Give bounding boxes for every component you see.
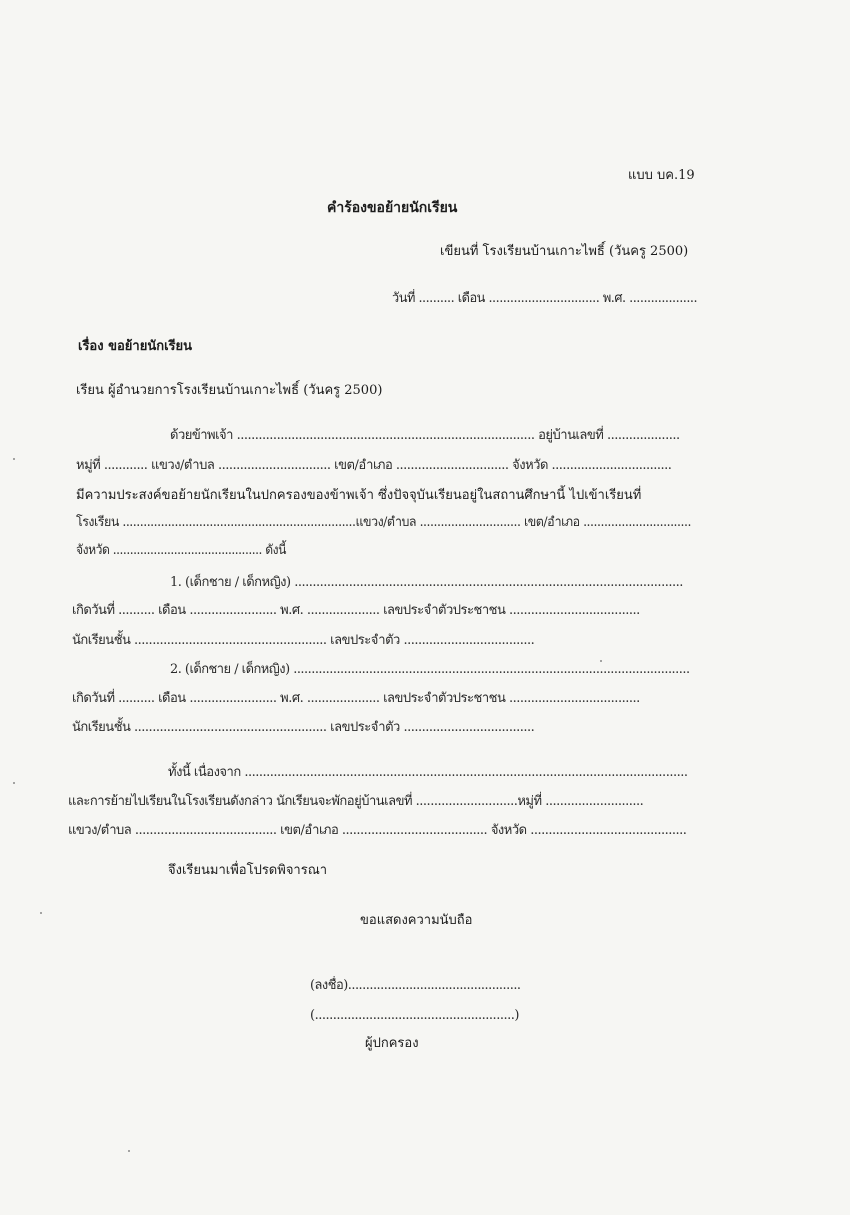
student-2-name-line: 2. (เด็กชาย / เด็กหญิง) .............................................................................................................. [170,662,690,677]
intent-line: มีความประสงค์ขอย้ายนักเรียนในปกครองของข้าพเจ้า ซึ่งปัจจุบันเรียนอยู่ในสถานศึกษานี้ ไปเข้าเรียนที่ [76,488,642,503]
written-at: เขียนที่ โรงเรียนบ้านเกาะไพธิ์ (วันครู 2500) [440,244,689,259]
subject-line: เรื่อง ขอย้ายนักเรียน [78,339,193,354]
closing-line: ขอแสดงความนับถือ [360,913,473,928]
student-1-birth-line: เกิดวันที่ .......... เดือน ........................ พ.ศ. .................... เลขประจำตัวประชาชน .................................... [72,603,640,618]
student-2-birth-line: เกิดวันที่ .......... เดือน ........................ พ.ศ. .................... เลขประจำตัวประชาชน .................................... [72,691,640,706]
applicant-address-line: หมู่ที่ ............ แขวง/ตำบล ............................... เขต/อำเภอ ............................... จังหวัด ................................. [76,458,672,473]
scan-speck [13,458,15,460]
new-address-line: แขวง/ตำบล ....................................... เขต/อำเภอ ........................................ จังหวัด ........................................... [68,823,687,838]
signer-role: ผู้ปกครอง [365,1036,419,1051]
reason-line: ทั้งนี้ เนื่องจาก .......................................................................................................................... [168,765,688,780]
destination-school-line: โรงเรียน ...................................................................แขวง/ตำบล ............................. เขต/อำเภอ ............................... [76,515,691,530]
student-2-class-line: นักเรียนชั้น ..................................................... เลขประจำตัว .................................... [72,720,535,735]
destination-province-line: จังหวัด ............................................ ดังนี้ [76,543,286,558]
signature-line: (ลงชื่อ)................................................ [310,978,521,993]
date-line: วันที่ .......... เดือน ............................... พ.ศ. ................... [392,291,698,306]
student-1-class-line: นักเรียนชั้น ..................................................... เลขประจำตัว .................................... [72,633,535,648]
new-residence-line: และการย้ายไปเรียนในโรงเรียนดังกล่าว นักเรียนจะพักอยู่บ้านเลขที่ ............................หมู่ที่ ........................... [68,794,644,809]
student-1-name-line: 1. (เด็กชาย / เด็กหญิง) ........................................................................................................... [170,575,683,590]
request-line: จึงเรียนมาเพื่อโปรดพิจารณา [168,863,328,878]
printed-name-line: (.......................................................) [310,1008,519,1023]
scan-speck [128,1150,130,1152]
scan-speck [40,912,42,914]
form-code: แบบ บค.19 [628,168,695,183]
recipient-line: เรียน ผู้อำนวยการโรงเรียนบ้านเกาะไพธิ์ (วันครู 2500) [76,383,383,398]
scan-speck [13,782,15,784]
scan-speck [600,660,602,662]
form-title: คำร้องขอย้ายนักเรียน [327,200,458,216]
applicant-line: ด้วยข้าพเจ้า .................................................................................. อยู่บ้านเลขที่ .................... [170,428,680,443]
